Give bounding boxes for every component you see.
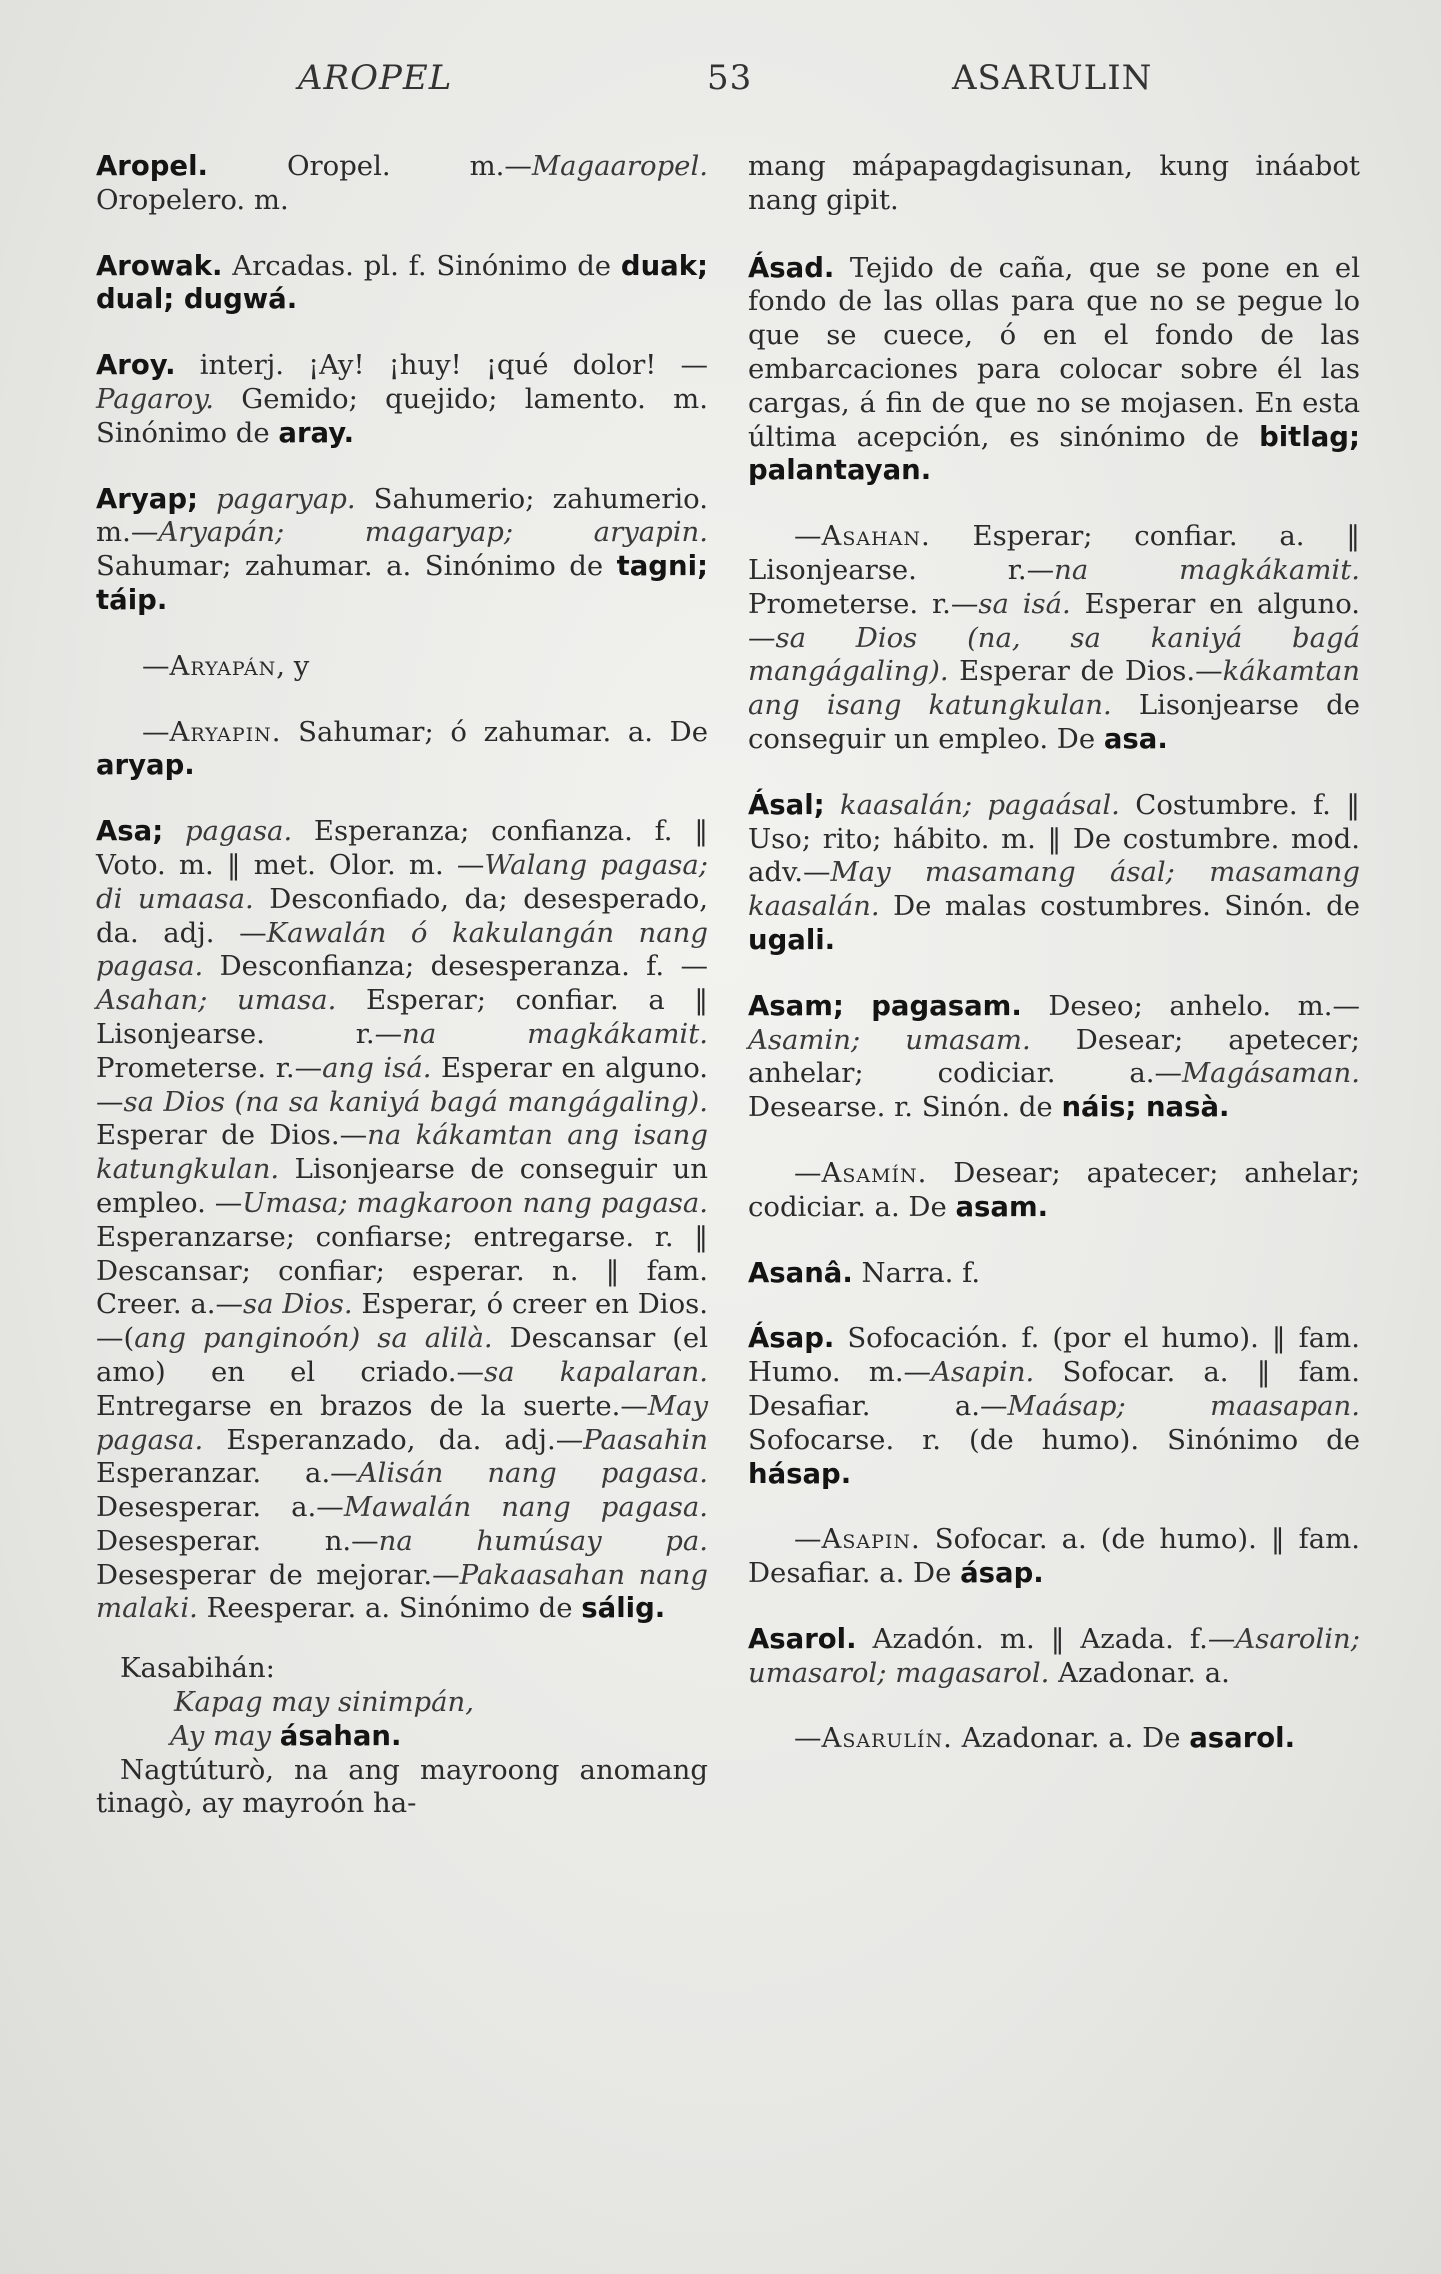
example-term: sa isá. xyxy=(978,587,1071,620)
left-column xyxy=(96,150,708,1853)
entry-asap xyxy=(748,1322,1360,1491)
entry-asa xyxy=(96,815,708,1626)
headword: Ásad. xyxy=(748,251,835,284)
definition-text: Prometerse. r.— xyxy=(748,587,979,620)
example-term: Asamin; umasam. xyxy=(748,1023,1031,1056)
definition-text: Oropel. m.— xyxy=(207,150,532,182)
definition-text: Descansar (el amo) en el criado.— xyxy=(96,1322,708,1388)
definition-text: Arcadas. pl. f. Sinónimo de xyxy=(222,249,621,282)
example-term: ang isá. xyxy=(322,1051,432,1084)
dash: — xyxy=(794,520,822,553)
definition-text: Sahumar; zahumar. a. Sinónimo de xyxy=(96,550,617,583)
example-term: na kákamtan ang isang katungkulan. xyxy=(96,1119,709,1186)
definition-text: Esperanzado, da. adj.— xyxy=(203,1423,584,1456)
entry-asarol xyxy=(748,1623,1360,1691)
definition-text: De malas costumbres. Sinón. de xyxy=(879,890,1360,923)
cross-reference: asa. xyxy=(1103,722,1168,755)
headword: Asarol. xyxy=(748,1622,857,1655)
page-number: 53 xyxy=(707,58,753,98)
definition-text: Azadón. m. ‖ Azada. f.— xyxy=(856,1622,1236,1655)
definition-text: Esperar de Dios.— xyxy=(948,655,1223,688)
definition-text: Azadonar. a. De xyxy=(952,1722,1190,1755)
definition-text: Oropelero. m. xyxy=(96,183,289,216)
definition-text: Sofocación. f. (por el humo). ‖ fam. Humo. m.— xyxy=(748,1322,1360,1389)
headword: Asanâ. xyxy=(748,1256,853,1289)
synonym-terms: bitlag; palantayan. xyxy=(748,420,1360,487)
dash: — xyxy=(794,1523,822,1556)
definition-text: Tejido de caña, que se pone en el fondo de las ollas para que no se pegue lo que se cuece, ó en el fondo de las embarcaciones para colocar sobre él las cargas, á fin de que no se mojasen. En esta última acepción, es sinónimo de xyxy=(748,251,1360,453)
example-term: Maásap; maasapan. xyxy=(1007,1389,1360,1422)
headword: Aroy. xyxy=(96,349,176,382)
example-term: na magkákamit. xyxy=(1054,553,1360,586)
subentry-word: Asahan. xyxy=(821,520,931,553)
synonym-terms: tagni; táip. xyxy=(96,550,708,616)
subentry-word: Asapin. xyxy=(821,1523,921,1556)
entry-asapin xyxy=(748,1523,1360,1591)
definition-text: Desconfianza; desesperanza. f. — xyxy=(203,950,708,983)
definition-text: Costumbre. f. ‖ Uso; rito; hábito. m. ‖ De costumbre. mod. adv.— xyxy=(748,788,1360,889)
definition-text: Esperar de Dios.— xyxy=(96,1119,368,1152)
example-term: Pakaasahan nang malaki. xyxy=(96,1558,708,1625)
dash: — xyxy=(142,715,170,748)
example-term: sa Dios. xyxy=(243,1288,353,1321)
definition-text: interj. ¡Ay! ¡huy! ¡qué dolor! — xyxy=(175,349,708,382)
subentry-word: Asamín. xyxy=(821,1156,928,1189)
headword: Arowak. xyxy=(96,249,223,282)
synonym-terms: ugali. xyxy=(748,923,836,956)
synonym-terms: aray. xyxy=(278,416,355,449)
headword: Aryap; xyxy=(96,482,199,515)
definition-text: Lisonjearse de conseguir un empleo. De xyxy=(748,689,1360,755)
synonym-terms: sálig. xyxy=(581,1592,666,1625)
headword: Aropel. xyxy=(96,150,208,182)
definition-text: Lisonjearse de conseguir un empleo. — xyxy=(96,1153,708,1219)
definition-text: , y xyxy=(276,649,310,682)
entry-asahan xyxy=(748,520,1360,757)
example-term: Mawalán nang pagasa. xyxy=(343,1491,708,1524)
entry-aryapan xyxy=(96,650,708,684)
definition-text: Desear; apetecer; anhelar; codiciar. a.— xyxy=(748,1023,1360,1090)
example-term: ang panginoón) sa alilà. xyxy=(134,1322,493,1355)
definition-text: Desesperar de mejorar.— xyxy=(96,1558,460,1591)
definition-text: Entregarse en brazos de la suerte.— xyxy=(96,1389,648,1422)
definition-text: Desesperar. a.— xyxy=(96,1491,344,1524)
definition-text: mang mápapagdagisunan, kung ináabot nang gipit. xyxy=(748,150,1360,216)
synonym-terms: hásap. xyxy=(748,1457,852,1490)
proverb-block xyxy=(96,1652,708,1821)
definition-text: Sahumerio; zahumerio. m.— xyxy=(96,482,708,549)
dash: — xyxy=(794,1722,822,1755)
definition-text: Esperar; confiar. a ‖ Lisonjearse. r.— xyxy=(96,984,708,1050)
example-term: Asahan; umasa. xyxy=(96,984,337,1017)
proverb-explanation: Nagtúturò, na ang mayroong anomang tinagò, ay mayroón ha- xyxy=(96,1753,708,1820)
cross-reference: asam. xyxy=(955,1190,1049,1223)
entry-asarulin xyxy=(748,1722,1360,1756)
example-term: na magkákamit. xyxy=(402,1017,708,1050)
example-term: May pagasa. xyxy=(96,1389,708,1456)
definition-text: Reesperar. a. Sinónimo de xyxy=(197,1592,582,1625)
dash: — xyxy=(142,649,170,682)
example-term: Asarolin; umasarol; magasarol. xyxy=(748,1622,1360,1689)
example-term: kaasalán; pagaásal. xyxy=(824,788,1120,821)
entry-continuation xyxy=(748,150,1360,218)
headword: Asam; pagasam. xyxy=(748,989,1022,1022)
example-term: Pagaroy. xyxy=(96,382,214,415)
entry-aroy xyxy=(96,349,708,450)
definition-text: Desconfiado, da; desesperado, da. adj. — xyxy=(96,882,709,949)
example-term: sa Dios (na, sa kaniyá bagá mangágaling). xyxy=(748,621,1360,688)
headword: Ásap. xyxy=(748,1322,835,1355)
example-term: Paasahin xyxy=(583,1423,708,1456)
example-term: Magaaropel. xyxy=(531,150,708,182)
header-right-guide-word: ASARULIN xyxy=(952,58,1153,98)
subentry-word: Asarulín. xyxy=(821,1722,953,1755)
definition-text: Sofocar. a. ‖ fam. Desafiar. a.— xyxy=(748,1356,1360,1422)
definition-text: Gemido; quejido; lamento. m. Sinónimo de xyxy=(96,382,708,449)
example-term: pagaryap. xyxy=(198,482,356,515)
verse-line-2 xyxy=(170,1720,708,1754)
subentry-word: Aryapán xyxy=(169,649,277,682)
definition-text: Desesperar. n.— xyxy=(96,1524,379,1557)
cross-reference: ásap. xyxy=(960,1557,1044,1590)
definition-text: Desear; apatecer; anhelar; codiciar. a. De xyxy=(748,1156,1360,1223)
entry-aryapin xyxy=(96,716,708,784)
definition-text: Prometerse. r.— xyxy=(96,1051,323,1084)
right-column xyxy=(748,150,1360,1788)
cross-reference: asarol. xyxy=(1189,1722,1296,1755)
definition-text: Sofocar. a. (de humo). ‖ fam. Desafiar. a. De xyxy=(748,1523,1360,1590)
example-term: Kawalán ó kakulangán nang pagasa. xyxy=(96,916,708,983)
proverb-verse xyxy=(144,1686,708,1754)
verse-keyword: ásahan. xyxy=(279,1719,402,1752)
example-term: na humúsay pa. xyxy=(378,1524,708,1557)
headword: Ásal; xyxy=(748,788,825,821)
example-term: Aryapán; magaryap; aryapin. xyxy=(158,516,708,549)
proverb-label: Kasabihán: xyxy=(120,1652,275,1685)
entry-asad xyxy=(748,252,1360,489)
synonym-terms: náis; nasà. xyxy=(1061,1091,1230,1124)
definition-text: Azadonar. a. xyxy=(1049,1656,1230,1689)
example-term: sa kapalaran. xyxy=(484,1355,708,1388)
example-term: kákamtan ang isang katungkulan. xyxy=(748,655,1360,722)
entry-aropel xyxy=(96,150,708,218)
definition-text: Esperar en alguno.— xyxy=(96,1051,709,1118)
example-term: Magásaman. xyxy=(1182,1057,1360,1090)
example-term: Umasa; magkaroon nang pagasa. xyxy=(242,1186,708,1219)
definition-text: Narra. f. xyxy=(852,1256,981,1289)
example-term: pagasa. xyxy=(163,815,293,848)
definition-text: Esperanzar. a.— xyxy=(96,1457,358,1490)
entry-asana xyxy=(748,1257,1360,1291)
headword: Asa; xyxy=(96,815,164,848)
running-header xyxy=(0,58,1441,118)
definition-text: Deseo; anhelo. m.— xyxy=(1021,989,1360,1022)
example-term: Alisán nang pagasa. xyxy=(357,1457,708,1490)
definition-text: Esperar en alguno.— xyxy=(748,587,1361,654)
entry-asam xyxy=(748,990,1360,1125)
definition-text: Esperar, ó creer en Dios.—( xyxy=(96,1288,708,1355)
definition-text: Esperanza; confianza. f. ‖ Voto. m. ‖ met. Olor. m. — xyxy=(96,815,708,881)
example-term: May masamang ásal; masamang kaasalán. xyxy=(748,856,1360,923)
dash: — xyxy=(794,1156,822,1189)
example-term: Asapin. xyxy=(931,1356,1035,1389)
example-term: sa Dios (na sa kaniyá bagá mangágaling). xyxy=(123,1085,708,1118)
header-left-guide-word: AROPEL xyxy=(298,58,453,98)
cross-reference: aryap. xyxy=(96,749,195,782)
definition-text: Esperar; confiar. a. ‖ Lisonjearse. r.— xyxy=(748,520,1360,586)
subentry-word: Aryapin. xyxy=(169,715,282,748)
definition-text: Esperanzarse; confiarse; entregarse. r. ‖ Descansar; confiar; esperar. n. ‖ fam. Creer. a.— xyxy=(96,1220,708,1321)
definition-text: Sofocarse. r. (de humo). Sinónimo de xyxy=(748,1423,1360,1456)
definition-text: Desearse. r. Sinón. de xyxy=(748,1091,1062,1124)
synonym-terms: duak; dual; dugwá. xyxy=(96,249,708,316)
entry-arowak xyxy=(96,250,708,318)
verse-line-1: Kapag may sinimpán, xyxy=(174,1686,474,1719)
entry-asamin xyxy=(748,1157,1360,1225)
example-term: Walang pagasa; di umaasa. xyxy=(96,848,709,915)
verse-text: Ay may xyxy=(170,1719,280,1752)
definition-text: Sahumar; ó zahumar. a. De xyxy=(281,715,708,748)
entry-aryap xyxy=(96,483,708,618)
entry-asal xyxy=(748,789,1360,958)
